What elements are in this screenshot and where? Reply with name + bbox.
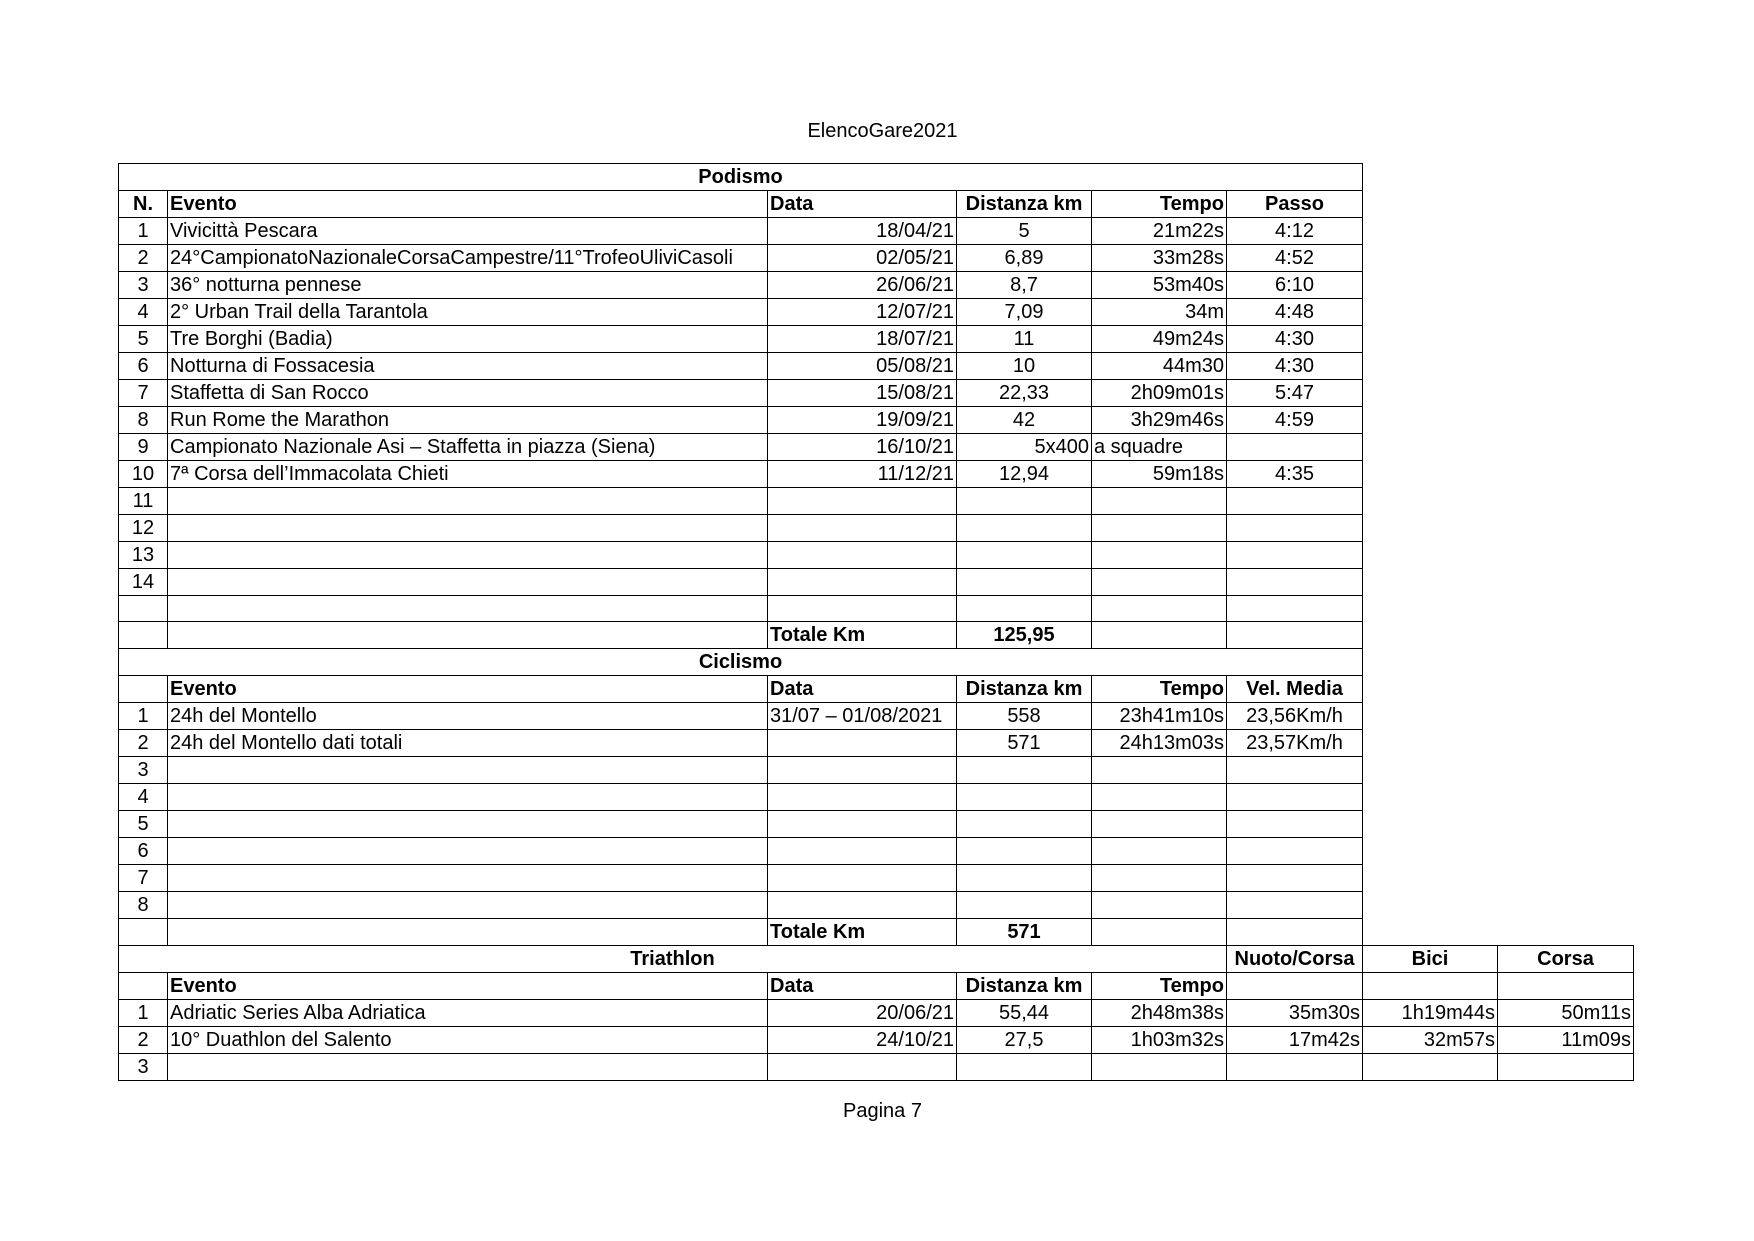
table-row [119,407,1634,434]
table-cell: 571 [957,730,1092,757]
table-cell [768,1054,957,1081]
table-cell: 2h09m01s [1092,380,1227,407]
table-cell [168,811,768,838]
table-cell [1092,892,1227,919]
table-cell: 4 [119,299,168,326]
empty-cell [1363,326,1498,353]
column-header: Vel. Media [1227,676,1363,703]
empty-cell [1498,515,1634,542]
table-cell: 22,33 [957,380,1092,407]
table-cell: 1 [119,218,168,245]
table-cell [168,1054,768,1081]
empty-cell [1498,191,1634,218]
table-cell: 11 [119,488,168,515]
table-cell: 7 [119,380,168,407]
table-row [119,272,1634,299]
table-row [119,434,1634,461]
empty-cell [1498,784,1634,811]
table-row [119,596,1634,622]
empty-cell [1363,461,1498,488]
table-cell: 12 [119,515,168,542]
table-cell [768,730,957,757]
empty-cell [1498,353,1634,380]
table-cell [957,515,1092,542]
column-header [119,676,168,703]
table-cell: 7,09 [957,299,1092,326]
table-cell: Adriatic Series Alba Adriatica [168,1000,768,1027]
table-cell [1227,622,1363,649]
table-cell: 15/08/21 [768,380,957,407]
empty-cell [1498,730,1634,757]
table-cell: 44m30 [1092,353,1227,380]
empty-cell [1498,407,1634,434]
column-header: Nuoto/Corsa [1227,946,1363,973]
table-cell: 26/06/21 [768,272,957,299]
table-cell [1227,784,1363,811]
table-cell: 11m09s [1498,1027,1634,1054]
table-cell: 5 [957,218,1092,245]
empty-cell [1363,245,1498,272]
column-header: Data [768,676,957,703]
table-row [119,838,1634,865]
ciclismo-total-row [119,919,1634,946]
table-cell [1227,919,1363,946]
column-header: Data [768,973,957,1000]
table-row [119,245,1634,272]
empty-cell [1498,218,1634,245]
table-cell [768,515,957,542]
table-cell [1363,1054,1498,1081]
column-header [1227,973,1363,1000]
table-cell: 3 [119,757,168,784]
table-row [119,380,1634,407]
table-cell: 23,56Km/h [1227,703,1363,730]
table-cell: 50m11s [1498,1000,1634,1027]
empty-cell [1498,542,1634,569]
table-row [119,353,1634,380]
table-cell [768,596,957,622]
column-header: Tempo [1092,191,1227,218]
column-header: Passo [1227,191,1363,218]
table-cell [957,1054,1092,1081]
table-cell [1498,1054,1634,1081]
table-cell: 24h del Montello dati totali [168,730,768,757]
table-cell: 11 [957,326,1092,353]
table-cell: Tre Borghi (Badia) [168,326,768,353]
table-cell [1092,865,1227,892]
table-cell [957,865,1092,892]
table-cell: 9 [119,434,168,461]
column-header: Distanza km [957,973,1092,1000]
table-cell: 02/05/21 [768,245,957,272]
table-cell [168,542,768,569]
empty-cell [1498,569,1634,596]
table-cell [168,865,768,892]
page-title: ElencoGare2021 [807,120,958,142]
table-row [119,784,1634,811]
table-cell: 6 [119,353,168,380]
table-cell: a squadre [1092,434,1227,461]
column-header: Corsa [1498,946,1634,973]
table-cell: 12,94 [957,461,1092,488]
table-cell: 23,57Km/h [1227,730,1363,757]
table-cell: 3 [119,272,168,299]
table-cell [1227,892,1363,919]
table-cell: 36° notturna pennese [168,272,768,299]
table-cell [768,757,957,784]
table-cell [768,569,957,596]
table-cell: 2 [119,245,168,272]
column-header: Tempo [1092,676,1227,703]
table-cell: 23h41m10s [1092,703,1227,730]
column-header: Data [768,191,957,218]
table-cell: 1 [119,703,168,730]
table-cell [957,838,1092,865]
table-cell: 16/10/21 [768,434,957,461]
table-cell [119,596,168,622]
table-cell: 8,7 [957,272,1092,299]
table-cell [957,542,1092,569]
ciclismo-title-row [119,649,1634,676]
empty-cell [1498,461,1634,488]
table-cell: 5 [119,811,168,838]
table-cell: 05/08/21 [768,353,957,380]
table-cell: 4:48 [1227,299,1363,326]
table-row [119,1000,1634,1027]
table-cell [168,622,768,649]
total-label: Totale Km [768,622,957,649]
table-cell [1227,1054,1363,1081]
table-cell: 24h13m03s [1092,730,1227,757]
empty-cell [1498,326,1634,353]
table-row [119,569,1634,596]
column-header: Evento [168,973,768,1000]
empty-cell [1363,515,1498,542]
column-header: Evento [168,191,768,218]
table-cell [1227,811,1363,838]
table-cell: 2 [119,730,168,757]
empty-cell [1363,488,1498,515]
empty-cell [1363,703,1498,730]
table-cell [168,596,768,622]
table-cell [957,811,1092,838]
table-cell: 1 [119,1000,168,1027]
podismo-total-row [119,622,1634,649]
table-cell [1092,838,1227,865]
triathlon-title-row [119,946,1634,973]
empty-cell [1498,865,1634,892]
table-cell [1092,488,1227,515]
empty-cell [1498,811,1634,838]
table-cell [768,865,957,892]
table-cell [957,757,1092,784]
table-cell: 10 [119,461,168,488]
table-cell [1092,811,1227,838]
table-row [119,461,1634,488]
table-row [119,1027,1634,1054]
races-table [118,163,1634,1081]
table-cell [1092,622,1227,649]
table-cell [168,838,768,865]
table-cell: 20/06/21 [768,1000,957,1027]
total-label: Totale Km [768,919,957,946]
empty-cell [1363,380,1498,407]
table-cell: 33m28s [1092,245,1227,272]
table-cell: 4:30 [1227,326,1363,353]
ciclismo-header-row [119,676,1634,703]
empty-cell [1363,649,1498,676]
table-cell [1092,596,1227,622]
empty-cell [1363,919,1498,946]
empty-cell [1363,811,1498,838]
table-cell: 6,89 [957,245,1092,272]
table-cell: 13 [119,542,168,569]
table-row [119,515,1634,542]
table-row [119,811,1634,838]
empty-cell [1363,569,1498,596]
empty-cell [1498,488,1634,515]
empty-cell [1498,838,1634,865]
empty-cell [1363,784,1498,811]
triathlon-header-row [119,973,1634,1000]
table-cell [168,892,768,919]
table-cell [1092,542,1227,569]
table-cell [168,784,768,811]
table-cell: 12/07/21 [768,299,957,326]
empty-cell [1363,676,1498,703]
empty-cell [1363,299,1498,326]
empty-cell [1363,838,1498,865]
table-cell [1227,569,1363,596]
podismo-header-row [119,191,1634,218]
table-cell: 5 [119,326,168,353]
table-cell [768,838,957,865]
table-cell: Staffetta di San Rocco [168,380,768,407]
table-cell [768,542,957,569]
table-cell: 3 [119,1054,168,1081]
table-cell: 31/07 – 01/08/2021 [768,703,957,730]
table-cell: 4:12 [1227,218,1363,245]
table-row [119,326,1634,353]
table-cell: 35m30s [1227,1000,1363,1027]
table-row [119,542,1634,569]
table-cell [768,488,957,515]
table-cell [957,569,1092,596]
table-cell: 3h29m46s [1092,407,1227,434]
table-cell: 2° Urban Trail della Tarantola [168,299,768,326]
column-header: N. [119,191,168,218]
empty-cell [1363,407,1498,434]
table-row [119,865,1634,892]
table-cell [1227,434,1363,461]
table-row [119,218,1634,245]
table-cell: 32m57s [1363,1027,1498,1054]
empty-cell [1363,434,1498,461]
table-cell: Campionato Nazionale Asi – Staffetta in piazza (Siena) [168,434,768,461]
table-cell: 11/12/21 [768,461,957,488]
table-cell: Vivicittà Pescara [168,218,768,245]
table-cell: 4 [119,784,168,811]
ciclismo-section-title: Ciclismo [119,649,1363,676]
column-header: Distanza km [957,191,1092,218]
empty-cell [1498,919,1634,946]
table-row [119,703,1634,730]
table-cell: 49m24s [1092,326,1227,353]
table-cell: 34m [1092,299,1227,326]
empty-cell [1363,865,1498,892]
empty-cell [1498,245,1634,272]
table-cell [168,569,768,596]
column-header [119,973,168,1000]
table-cell [1092,784,1227,811]
podismo-title-row [119,164,1634,191]
triathlon-section-title: Triathlon [119,946,1227,973]
table-cell [1227,865,1363,892]
table-cell: Run Rome the Marathon [168,407,768,434]
table-cell: 1h19m44s [1363,1000,1498,1027]
table-cell [168,919,768,946]
empty-cell [1498,272,1634,299]
table-cell [168,488,768,515]
empty-cell [1363,164,1498,191]
table-cell [957,488,1092,515]
empty-cell [1498,434,1634,461]
empty-cell [1498,622,1634,649]
table-cell: 18/07/21 [768,326,957,353]
table-cell: 55,44 [957,1000,1092,1027]
table-cell: 6 [119,838,168,865]
empty-cell [1363,191,1498,218]
table-row [119,730,1634,757]
empty-cell [1498,164,1634,191]
table-cell [957,784,1092,811]
table-cell: 8 [119,892,168,919]
column-header [1363,973,1498,1000]
table-cell: 5x400 [957,434,1092,461]
table-cell [768,784,957,811]
table-cell [1227,542,1363,569]
table-cell: 24/10/21 [768,1027,957,1054]
table-cell [1227,838,1363,865]
table-cell [1092,1054,1227,1081]
table-cell: 4:52 [1227,245,1363,272]
table-row [119,1054,1634,1081]
empty-cell [1363,622,1498,649]
table-cell: 7ª Corsa dell’Immacolata Chieti [168,461,768,488]
empty-cell [1498,596,1634,622]
table-cell: 27,5 [957,1027,1092,1054]
table-cell: 24h del Montello [168,703,768,730]
column-header: Bici [1363,946,1498,973]
empty-cell [1363,757,1498,784]
table-cell [119,622,168,649]
empty-cell [1498,676,1634,703]
table-row [119,488,1634,515]
table-cell: 14 [119,569,168,596]
table-cell [1227,488,1363,515]
empty-cell [1363,542,1498,569]
empty-cell [1363,596,1498,622]
table-cell [168,757,768,784]
empty-cell [1363,272,1498,299]
table-cell: 59m18s [1092,461,1227,488]
table-cell: 53m40s [1092,272,1227,299]
column-header [1498,973,1634,1000]
empty-cell [1498,892,1634,919]
table-cell [1227,515,1363,542]
total-value: 571 [957,919,1092,946]
empty-cell [1498,649,1634,676]
table-cell: 6:10 [1227,272,1363,299]
table-cell: 5:47 [1227,380,1363,407]
table-row [119,757,1634,784]
table-cell [168,515,768,542]
table-cell [957,596,1092,622]
table-cell [1092,515,1227,542]
table-cell [1092,919,1227,946]
table-cell: 42 [957,407,1092,434]
table-cell: 2 [119,1027,168,1054]
podismo-section-title: Podismo [119,164,1363,191]
table-cell [119,919,168,946]
empty-cell [1498,299,1634,326]
table-cell [1092,757,1227,784]
table-cell: 7 [119,865,168,892]
empty-cell [1363,218,1498,245]
table-cell [1227,757,1363,784]
table-cell [1092,569,1227,596]
table-row [119,892,1634,919]
table-cell [1227,596,1363,622]
table-cell: 4:30 [1227,353,1363,380]
table-cell: 4:59 [1227,407,1363,434]
empty-cell [1363,730,1498,757]
column-header: Evento [168,676,768,703]
total-value: 125,95 [957,622,1092,649]
table-cell: 24°CampionatoNazionaleCorsaCampestre/11°TrofeoUliviCasoli [168,245,768,272]
table-cell [768,811,957,838]
empty-cell [1498,703,1634,730]
table-cell: 21m22s [1092,218,1227,245]
table-cell: 558 [957,703,1092,730]
page-number: Pagina 7 [843,1100,922,1122]
table-cell: 4:35 [1227,461,1363,488]
table-cell [957,892,1092,919]
table-cell: 2h48m38s [1092,1000,1227,1027]
empty-cell [1498,380,1634,407]
empty-cell [1363,353,1498,380]
empty-cell [1363,892,1498,919]
table-cell: 10° Duathlon del Salento [168,1027,768,1054]
column-header: Tempo [1092,973,1227,1000]
table-cell: 1h03m32s [1092,1027,1227,1054]
empty-cell [1498,757,1634,784]
table-row [119,299,1634,326]
column-header: Distanza km [957,676,1092,703]
table-cell: 19/09/21 [768,407,957,434]
table-cell: 18/04/21 [768,218,957,245]
table-cell [768,892,957,919]
table-cell: 8 [119,407,168,434]
table-cell: 10 [957,353,1092,380]
table-cell: Notturna di Fossacesia [168,353,768,380]
table-cell: 17m42s [1227,1027,1363,1054]
